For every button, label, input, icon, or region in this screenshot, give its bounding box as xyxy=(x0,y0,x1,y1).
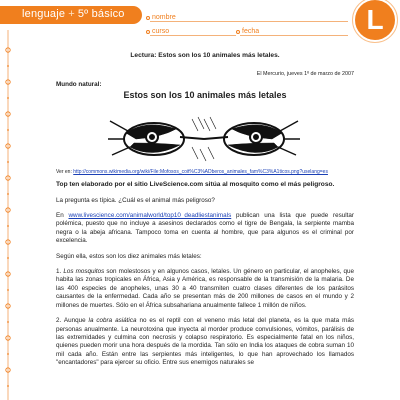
source-line: El Mercurio, jueves 1º de marzo de 2007 xyxy=(256,71,354,78)
course-field[interactable] xyxy=(150,35,236,36)
date-field[interactable] xyxy=(240,35,348,36)
item-number: 2. xyxy=(56,317,64,325)
item-text: son molestosos y en algunos casos, letales. Un género en particular, el anopheles, que habita las zonas tropicales en África, Asia y América, es responsable de la transmisión de la malaria. De las 400 especies de anopheles, unas 30 a 40 transmiten cuatro clases diferentes de los parásitos causantes de la enfermedad. Cada año se presentan más de 200 millones de casos en el mundo y 2 millones de muertes. Sólo en el África subsahariana anualmente fallece 1 millón de niños. xyxy=(56,268,354,309)
name-field[interactable] xyxy=(150,21,348,22)
date-field-marker xyxy=(236,30,240,34)
decorative-gutter xyxy=(0,0,22,400)
subject-title xyxy=(22,8,125,20)
subject-logo: L xyxy=(355,0,395,40)
subject-name: lenguaje xyxy=(22,8,66,20)
name-field-marker xyxy=(146,16,150,20)
date-label: fecha xyxy=(242,28,260,35)
plus-sign: + xyxy=(68,8,75,20)
section-header xyxy=(56,80,354,100)
caption-link[interactable]: http://commons.wikimedia.org/wiki/File:Mofosos_coit%C3%ADberos_animales_fam%C3%A1ticos.png?uselang=es xyxy=(73,168,328,175)
intro-paragraph xyxy=(56,212,354,246)
page-header xyxy=(0,0,400,38)
course-field-marker xyxy=(146,30,150,34)
grade-label: 5º básico xyxy=(77,8,125,20)
list-item-cobra xyxy=(56,317,354,367)
list-item-mosquitoes xyxy=(56,268,354,310)
document-body xyxy=(56,52,354,368)
article-lead: Top ten elaborado por el sitio LiveScience.com sitúa al mosquito como el más peligroso. xyxy=(56,181,335,189)
item-prefix: Aunque xyxy=(63,317,89,325)
gutter-ornament xyxy=(0,0,22,400)
list-intro: Según ella, estos son los diez animales más letales: xyxy=(56,252,202,260)
question-paragraph: La pregunta es típica. ¿Cuál es el animal más peligroso? xyxy=(56,196,215,204)
livescience-link[interactable]: www.livescience.com/animalworld/top10_deadliestanimals xyxy=(68,212,232,220)
mosquito-illustration xyxy=(106,111,302,165)
item-text: no es el reptil con el veneno más letal del planeta, es la que mata más personas anualmente. La neurotoxina que inyecta al morder produce convulsiones, vómitos, parálisis de las extremidades y culmina con necrosis y colapso respiratorio. Es especialmente fatal en los niños, quienes pueden morir una hora después de la mordida. Tan sólo en India los ataques de cobra suman 10 mil cada año. Están entre las serpientes más inteligentes, lo que han aprovechado los llamados "encantadores" para ejercer su oficio. Entre sus enemigos naturales se xyxy=(56,317,354,367)
item-name: Los mosquitos xyxy=(63,268,105,276)
image-caption xyxy=(56,168,354,176)
intro-text: publican una lista que puede resultar polémica, puesto que no incluye a asesinos declarados como el tigre de Bengala, la serpiente mamba negra o la abeja africana. Tampoco toma en cuenta al hombre, que para algunos es el criminal por excelencia. xyxy=(56,212,355,245)
course-label: curso xyxy=(152,28,170,35)
item-name: la cobra asiática xyxy=(88,317,137,325)
reading-title: Lectura: Estos son los 10 animales más letales. xyxy=(130,52,280,59)
caption-prefix: Ver en: xyxy=(56,168,72,175)
article-title: Estos son los 10 animales más letales xyxy=(123,89,287,100)
section-label: Mundo natural: xyxy=(56,80,102,88)
item-number: 1. xyxy=(56,268,64,276)
name-label: nombre xyxy=(152,14,176,21)
intro-prefix: En xyxy=(56,212,69,220)
